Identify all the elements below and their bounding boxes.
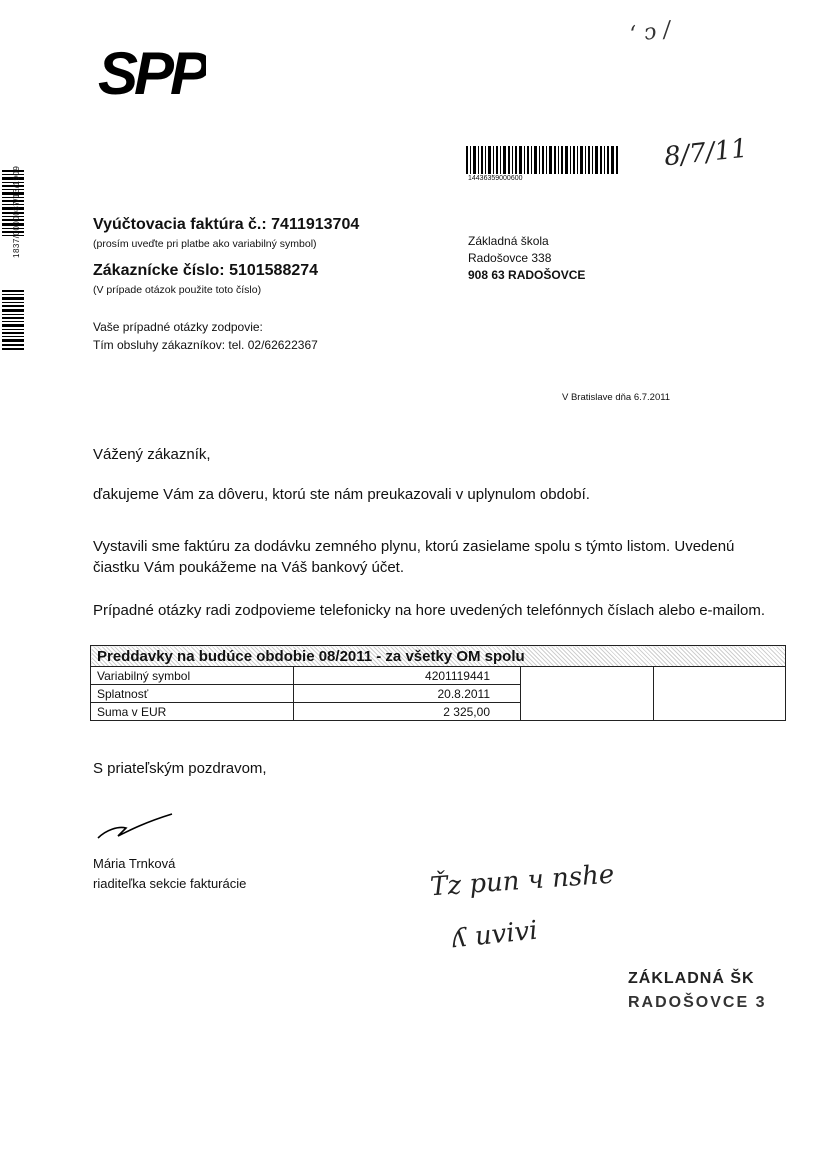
barcode-number: 14436359000600 xyxy=(468,175,523,182)
questions-line-1: Vaše prípadné otázky zodpovie: xyxy=(93,320,263,334)
address-line-1: Základná škola xyxy=(468,234,549,248)
handwritten-corner-mark: ʻ ↄ / xyxy=(628,17,673,48)
invoice-number-note: (prosím uveďte pri platbe ako variabilný symbol) xyxy=(93,238,317,250)
place-date: V Bratislave dňa 6.7.2011 xyxy=(562,392,671,403)
side-code: 1837/0000087/13/1909 xyxy=(12,165,21,258)
table-row xyxy=(91,685,786,703)
questions-line-2: Tím obsluhy zákazníkov: tel. 02/62622367 xyxy=(93,338,318,352)
customer-number-note: (V prípade otázok použite toto číslo) xyxy=(93,284,262,296)
advance-payments-table xyxy=(90,645,786,721)
table-row xyxy=(91,703,786,721)
row-label: Suma v EUR xyxy=(91,703,294,721)
signatory-name: Mária Trnková xyxy=(93,856,176,871)
paragraph-3: Prípadné otázky radi zodpovieme telefonicky na hore uvedených telefónnych číslach alebo e-mailom. xyxy=(93,602,766,619)
handwritten-note-line-1: Ťz pun ч nshe xyxy=(429,859,616,903)
recipient-address xyxy=(468,233,585,284)
row-value: 20.8.2011 xyxy=(294,685,521,703)
signatory-role: riaditeľka sekcie fakturácie xyxy=(93,876,247,891)
row-value: 4201119441 xyxy=(294,667,521,685)
svg-text:SPP: SPP xyxy=(98,40,206,102)
spp-logo xyxy=(96,40,206,102)
signature xyxy=(96,812,176,842)
invoice-number-title: Vyúčtovacia faktúra č.: 7411913704 xyxy=(93,216,360,233)
empty-cell xyxy=(654,667,786,685)
handwritten-note-line-2: ʎ uvivi xyxy=(450,915,540,955)
table-header-row xyxy=(91,646,786,667)
stamp-line-1: ZÁKLADNÁ ŠK xyxy=(628,970,755,987)
empty-cell xyxy=(654,703,786,721)
address-line-2: Radošovce 338 xyxy=(468,251,552,265)
top-barcode xyxy=(466,146,618,174)
empty-cell xyxy=(654,685,786,703)
empty-cell xyxy=(521,685,654,703)
table-row xyxy=(91,667,786,685)
stamp-line-2: RADOŠOVCE 3 xyxy=(628,994,767,1011)
empty-cell xyxy=(521,667,654,685)
paragraph-1: ďakujeme Vám za dôveru, ktorú ste nám preukazovali v uplynulom období. xyxy=(93,486,590,503)
row-label: Variabilný symbol xyxy=(91,667,294,685)
empty-cell xyxy=(521,703,654,721)
salutation: Vážený zákazník, xyxy=(93,446,211,463)
customer-number-title: Zákaznícke číslo: 5101588274 xyxy=(93,262,319,279)
paragraph-2: Vystavili sme faktúru za dodávku zemného plynu, ktorú zasielame spolu s týmto listom. Uvedenú čiastku Vám poukážeme na Váš bankový účet. xyxy=(93,538,735,576)
closing: S priateľským pozdravom, xyxy=(93,760,267,777)
handwritten-date: 8/7/11 xyxy=(662,133,750,173)
table-header: Preddavky na budúce obdobie 08/2011 - za všetky OM spolu xyxy=(91,646,786,667)
row-label: Splatnosť xyxy=(91,685,294,703)
row-value: 2 325,00 xyxy=(294,703,521,721)
address-line-3: 908 63 RADOŠOVCE xyxy=(468,268,586,282)
